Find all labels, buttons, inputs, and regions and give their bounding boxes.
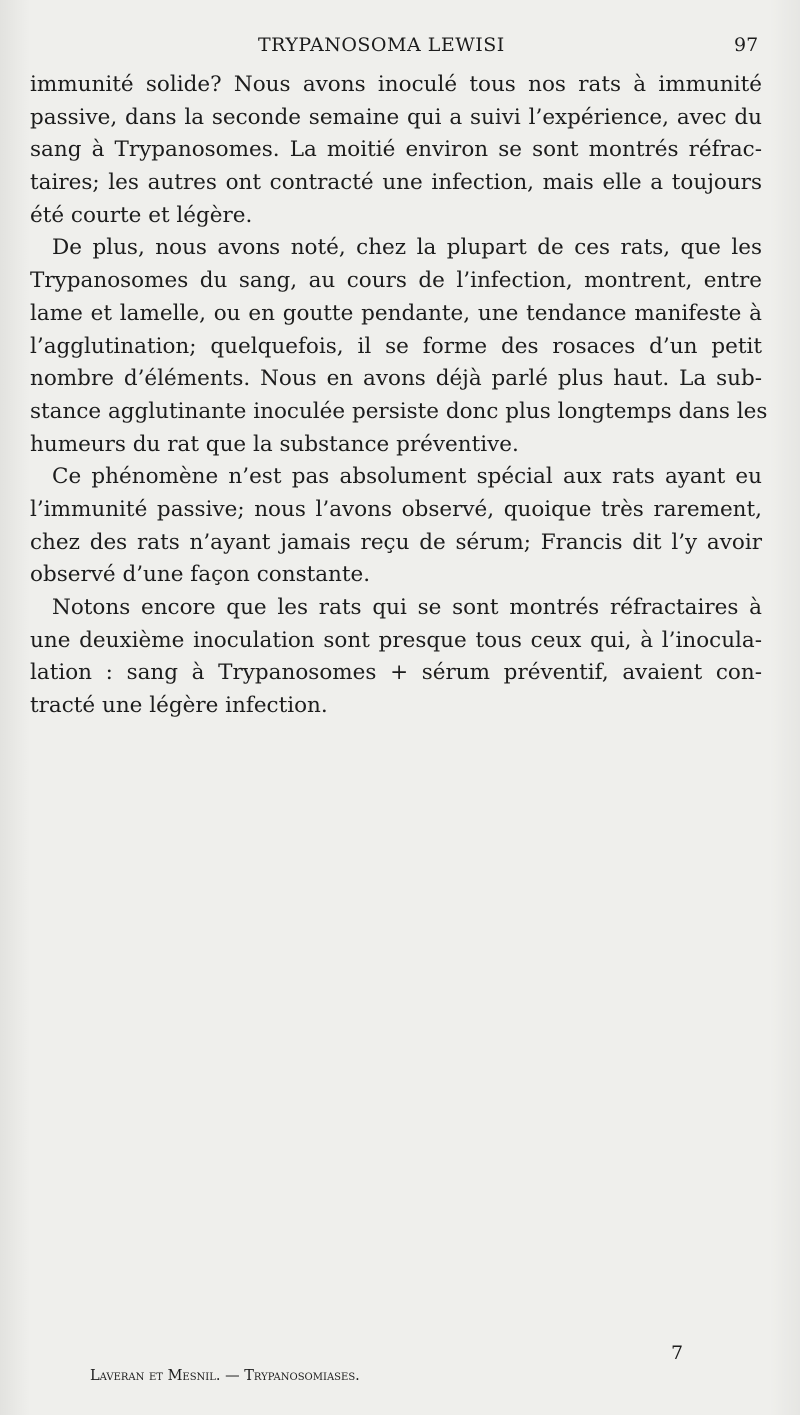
text-line: nombre d’éléments. Nous en avons déjà parlé plus haut. La sub- (30, 366, 762, 392)
text-line: immunité solide? Nous avons inoculé tous nos rats à immunité (30, 72, 762, 97)
text-line: une deuxième inoculation sont presque tous ceux qui, à l’inocula- (30, 627, 762, 653)
paragraph-2 (30, 232, 768, 461)
text-line: Trypanosomes du sang, au cours de l’infection, montrent, entre (30, 268, 762, 294)
text-line: passive, dans la seconde semaine qui a suivi l’expérience, avec du (30, 104, 762, 130)
body-text (30, 69, 768, 723)
text-line: lation : sang à Trypanosomes + sérum préventif, avaient con- (30, 660, 762, 686)
text-line: été courte et légère. (30, 202, 253, 228)
text-line: lame et lamelle, ou en goutte pendante, une tendance manifeste à (30, 300, 762, 326)
running-head (0, 34, 800, 58)
page-number: 97 (734, 34, 759, 56)
text-line: observé d’une façon constante. (30, 562, 371, 588)
text-line: humeurs du rat que la substance préventive. (30, 431, 519, 457)
text-line: stance agglutinante inoculée persiste donc plus longtemps dans les (30, 398, 768, 424)
footer-credit: Laveran et Mesnil. — Trypanosomiases. (90, 1368, 360, 1384)
text-line: chez des rats n’ayant jamais reçu de sérum; Francis dit l’y avoir (30, 529, 762, 555)
text-line: De plus, nous avons noté, chez la plupart de ces rats, que les (52, 235, 762, 261)
text-line: l’agglutination; quelquefois, il se forme des rosaces d’un petit (30, 333, 762, 359)
text-line: taires; les autres ont contracté une infection, mais elle a toujours (30, 170, 762, 196)
text-line: l’immunité passive; nous l’avons observé, quoique très rarement, (30, 496, 762, 522)
paragraph-1 (30, 69, 762, 232)
paragraph-3 (30, 461, 762, 592)
page-footer (0, 1342, 800, 1400)
running-title: TRYPANOSOMA LEWISI (258, 34, 505, 56)
text-line: Notons encore que les rats qui se sont montrés réfractaires à (52, 595, 762, 620)
text-line: Ce phénomène n’est pas absolument spécial aux rats ayant eu (52, 464, 762, 490)
signature-mark: 7 (671, 1342, 684, 1364)
text-line: sang à Trypanosomes. La moitié environ se sont montrés réfrac- (30, 137, 762, 163)
text-line: tracté une légère infection. (30, 693, 328, 719)
paragraph-4 (30, 592, 762, 723)
